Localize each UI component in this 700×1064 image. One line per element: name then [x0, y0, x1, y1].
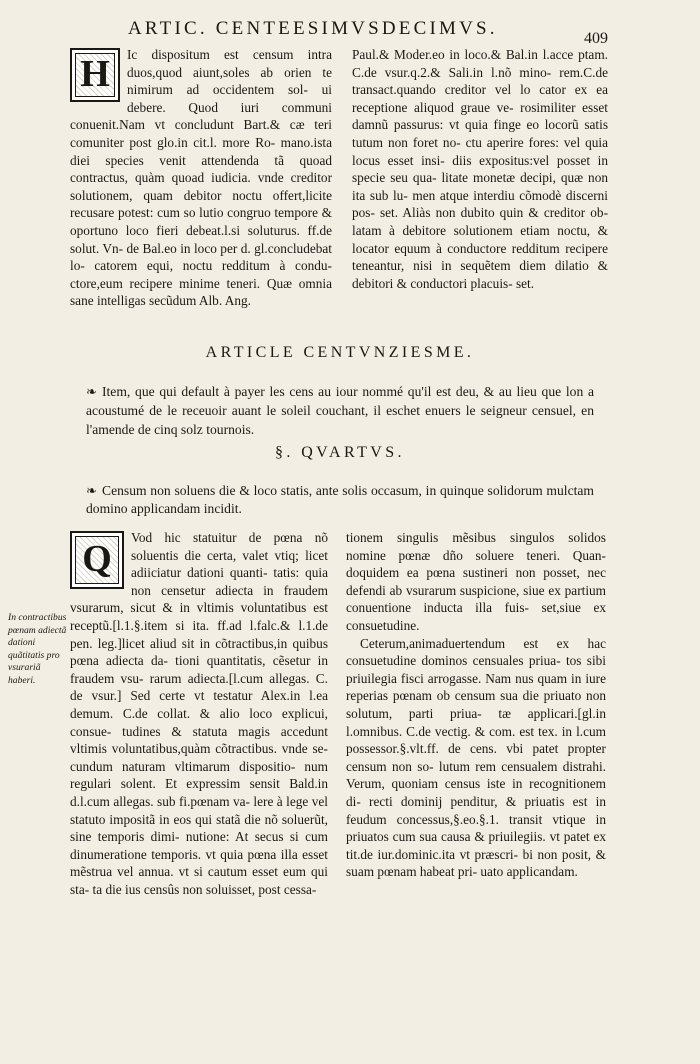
- page-number: 409: [584, 30, 608, 47]
- section-title: §. QVARTVS.: [275, 444, 405, 461]
- fleuron-icon: ❧: [86, 483, 97, 498]
- top-left-column: [70, 46, 332, 310]
- bottom-right-column: [346, 529, 606, 881]
- bottom-left-text: Vod hic statuitur de pœna nõ soluentis die certa, valet vtiq; licet adiiciatur dationi quanti- tatis: quia non censetur adiecta in fraudem vsurarum, sicut & in vltimis voluntatibus est receptũ.[l.1.§.item si ita. ff.ad l.falc.& l.1.de pen. leg.]licet aliud sit in cõtractibus,in quibus pœna adiecta da- tioni quantitatis, cẽsetur in fraudem vsu- rarum adiecta.[l.cum allegas. C. de vsur.] Sed certe vt testatur Alex.in l.ea demum. C.de collat. & alio loco explicui, consue- tudines & statuta magis accedunt vltimis voluntatibus,quàm cõtractibus. vnde se- cundum naturam vltimarum dispositio- num regulari solent. Et expressim sensit Bald.in d.l.cum allegas. sub fi.pœnam va- lere à lege vel statuto impositã in eos qui statã die nõ soluerũt, sine temporis dimi- nutione: At secus si cum dinumeratione temporis. vt quia pœna illa esset mẽstrua vel annua. vt si cautum esset eum qui sta- ta die ius censûs non soluisset, post cessa-: [70, 530, 328, 897]
- margin-note: In contractibus pœnam adiectã dationi quãtitatis pro vsurariã haberi.: [8, 612, 67, 686]
- running-title: ARTIC. CENTEESIMVSDECIMVS.: [128, 18, 498, 39]
- french-paragraph-block: [86, 382, 594, 439]
- bottom-right-text-2: Ceterum,animaduertendum est ex hac consuetudine dominos censuales priua- tos sibi priuilegia fisci arrogasse. Nam nus quam in iure reperias pœnam ob censum sua die priuato non solutum, parti priua- tæ applicari.[gl.in l.omnibus. C.de vectig. & com. est tex. in l.cum possessor.§.vlt.ff. de cens. vbi patet propter censum non so- lutum rem censualem distrahi. Verum, quoniam census iste in recognitionem di- recti dominij penditur, & priuatis est in feudum concessus,§.eo.§.1. transit vtique in priuatos cum sua causa & priuilegiis. vt patet ex tit.de iur.dominic.ita vt præscri- bi non posit, & suam pœnam habeat pri- uato applicandam.: [346, 635, 606, 880]
- french-paragraph: Item, que qui default à payer les cens au iour nommé qu'il est deu, & au lieu que lon a acoustumé de le receuoir auant le soleil couchant, il eschet enuers le seigneur censuel, en l'amende de cinq solz tournois.: [86, 384, 594, 437]
- top-right-text: Paul.& Moder.eo in loco.& Bal.in l.acce ptam. C.de vsur.q.2.& Sali.in l.nõ mino- rem.C.de transact.quando creditor vel lo cator ex ea receptione aliquod graue ve- rosimiliter esset damnũ passurus: vt quia finge eo locorũ satis tutum non foret no- ctu aperire fores: vel quia locus esset insi- diis expositus:vel posset in specie seu qua- litate monetæ decipi, quæ non ita sub lu- men atque interdiu cõmodè discerni pos- set. Aliàs non dubito quin & creditor ob- latam à debitore solutionem etiam noctu, & locator equum à conductore redditum recipere teneantur, nisi in sequẽtem diem dilatio & debitori & conductori placuis- set.: [352, 47, 608, 291]
- ornamental-initial-h: H: [70, 48, 120, 102]
- ornamental-initial-q: Q: [70, 531, 124, 589]
- top-left-text: Ic dispositum est censum intra duos,quod aiunt,soles ab orien te nimirum ad occidentem sol- ui debere. Quod iuri communi conuenit.Nam vt concludunt Bart.& cæ teri comuniter post glo.in cit.l. more Ro- mano.ista diei species venit attendenda tã quoad contractus, quàm quoad iudicia. vnde creditor solutionem, quam debitor noctu offert,licite recusare potest: cum so lutio congruo tempore & oportuno loco fieri debeat.l.si soluturus. ff.de solut. Vn- de Bal.eo in loco per d. gl.concludebat lo- catorem equi, noctu redditum à condu- ctore,eum recipere minime teneri. Quæ omnia sane intelligas secũdum Alb. Ang.: [70, 47, 332, 309]
- bottom-left-column: [70, 529, 328, 898]
- latin-summary-block: [86, 482, 594, 518]
- latin-summary: Censum non soluens die & loco statis, ante solis occasum, in quinque solidorum mulctam domino applicandam incidit.: [86, 483, 594, 516]
- fleuron-icon: ❧: [86, 384, 97, 399]
- bottom-right-text-1: tionem singulis mẽsibus singulos solidos nomine pœnæ dño soluere teneri. Quan- doquidem ea pœna sustineri non posset, nec defendi ab vsurarum suspicione, siue ex partium conuentione inducta illa fuis- set,siue ex consuetudine.: [346, 530, 606, 633]
- top-right-column: [352, 46, 608, 292]
- article-title: ARTICLE CENTVNZIESME.: [205, 344, 475, 361]
